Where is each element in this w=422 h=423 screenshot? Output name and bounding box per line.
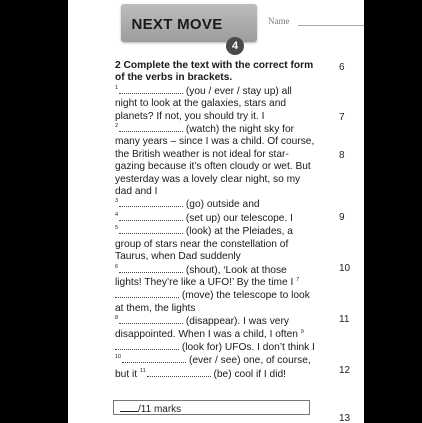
gap-2-blank[interactable] (119, 123, 183, 132)
gap-7-blank[interactable] (115, 289, 179, 298)
text-segment: (disappear). I was very disappointed. When I was a child, I often (115, 316, 298, 340)
next-move-banner (121, 4, 257, 52)
gap-number: 8 (115, 315, 119, 322)
score-text (120, 403, 181, 415)
line-number: 10 (339, 263, 351, 274)
text-segment: (you / ever / stay up) all night to look at the galaxies, stars and planets? If not, you should try it. I (115, 85, 292, 122)
unit-number-badge: 4 (226, 37, 244, 55)
gap-8-blank[interactable] (119, 315, 183, 324)
line-number: 8 (339, 150, 345, 161)
worksheet-page (68, 0, 364, 423)
exercise-heading: 2 Complete the text with the correct form of the verbs in brackets. (115, 60, 314, 84)
text-segment: (set up) our telescope. I (185, 212, 293, 224)
text-segment: (ever / see) one, of course, but it (115, 355, 311, 380)
gap-number: 7 (296, 276, 300, 283)
name-write-line[interactable] (298, 25, 364, 26)
text-segment: (shout), ‘Look at those lights! They’re like a UFO!’ By the time I (115, 264, 294, 288)
text-segment: (watch) the night sky for many years – since I was a child. Of course, the British weather is not ideal for star-gazing because it’s often cloudy or wet. But yesterday was a lovely clear night, so my dad and I (115, 124, 315, 198)
gap-6-blank[interactable] (119, 264, 183, 273)
text-segment: (look) at the Pleiades, a group of stars near the constellation of Taurus, when Dad suddenly (115, 226, 293, 263)
text-segment: (move) the telescope to look at them, the lights (115, 290, 310, 314)
line-number: 7 (339, 112, 345, 123)
score-box (113, 400, 310, 415)
gap-number: 6 (115, 263, 119, 270)
gap-number: 1 (115, 84, 119, 91)
gap-9-blank[interactable] (115, 341, 179, 350)
gap-10-blank[interactable] (122, 354, 186, 363)
gap-number: 3 (115, 198, 119, 205)
line-number: 13 (339, 413, 351, 423)
gap-number: 5 (115, 225, 119, 232)
gap-5-blank[interactable] (119, 225, 183, 234)
gap-number: 11 (139, 367, 146, 374)
score-blank[interactable] (120, 403, 138, 412)
line-number: 9 (339, 212, 345, 223)
text-segment: (look for) UFOs. I don’t think I (181, 341, 315, 353)
gap-number: 9 (300, 328, 304, 335)
score-label: /11 marks (138, 404, 182, 415)
gap-number: 10 (115, 354, 122, 361)
line-number: 12 (339, 365, 351, 376)
line-number: 11 (339, 314, 350, 325)
gap-11-blank[interactable] (147, 368, 211, 377)
line-number: 6 (339, 62, 345, 73)
gap-1-blank[interactable] (119, 85, 183, 94)
text-segment: (go) outside and (185, 199, 260, 211)
text-segment: (be) cool if I did! (213, 368, 286, 380)
name-label: Name (268, 16, 290, 26)
exercise-text (115, 60, 315, 381)
gap-3-blank[interactable] (119, 198, 183, 207)
gap-number: 4 (115, 211, 119, 218)
banner-title: NEXT MOVE (131, 16, 223, 33)
gap-4-blank[interactable] (119, 212, 183, 221)
gap-number: 2 (115, 123, 119, 130)
